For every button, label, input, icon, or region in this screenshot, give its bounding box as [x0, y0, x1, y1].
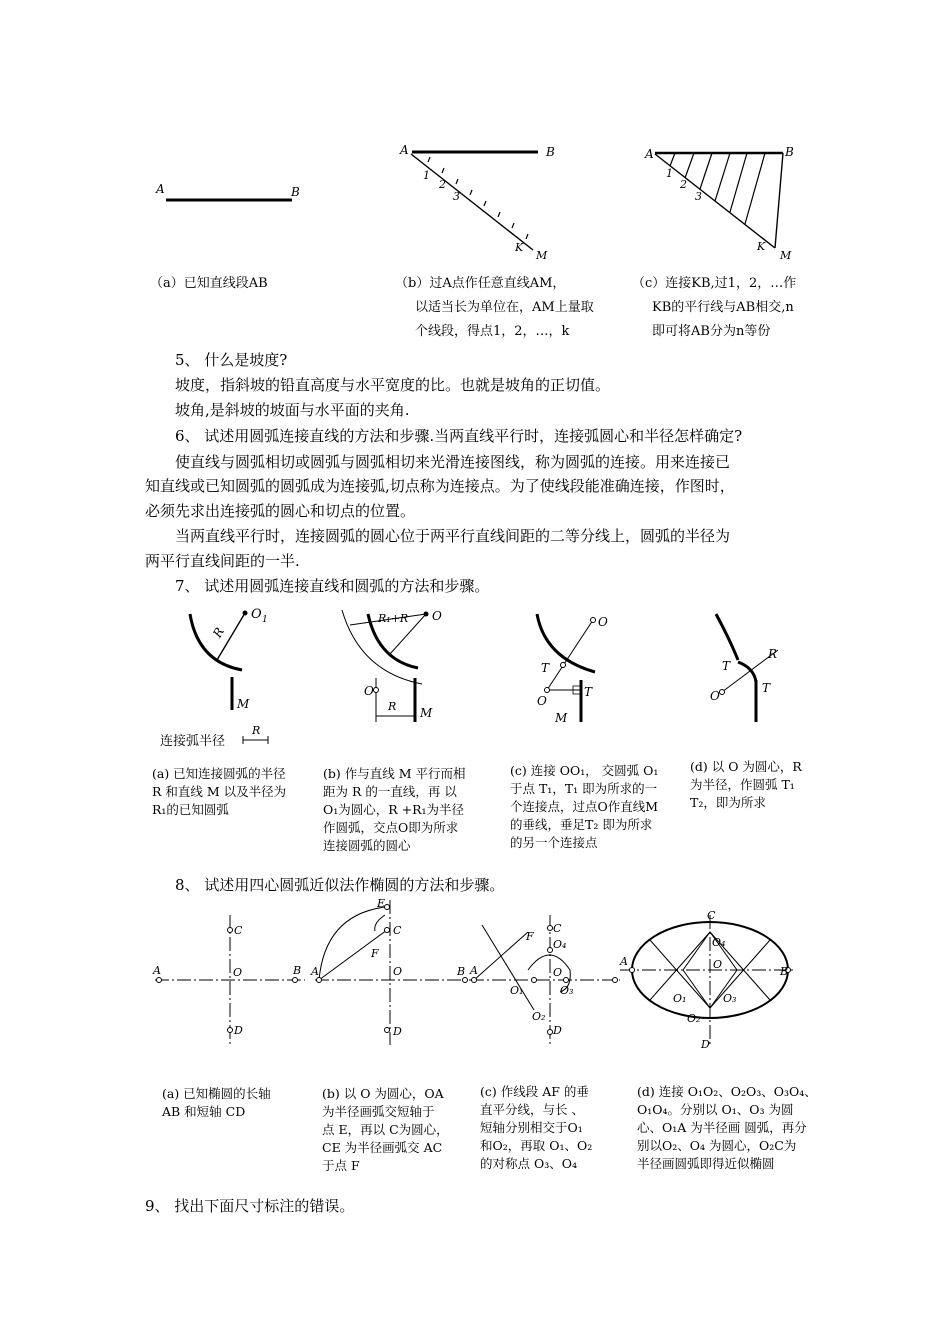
q6-p2-l1: 当两直线平行时，连接圆弧的圆心位于两平行直线间距的二等分线上，圆弧的半径为 [175, 527, 731, 545]
point-m: M [536, 249, 548, 262]
label-b: B [546, 145, 555, 159]
legend-connecting-radius: 连接弧半径 [160, 734, 226, 749]
caption-ellipse-c: (c) 作线段 AF 的垂 直平分线，与长 、 短轴分别相交于O₁ 和O₂，再取 O₁、O₂ 的对称点 O₃、O₄ [480, 1084, 593, 1171]
label-r1: R [210, 625, 227, 640]
svg-text:O: O [553, 966, 563, 979]
svg-text:O₄: O₄ [712, 936, 726, 949]
figure-arc-d [700, 600, 810, 730]
caption-line: 即可将AB分为n等份 [652, 324, 771, 339]
figure-arc-b [320, 600, 470, 730]
label-b: B [291, 185, 300, 199]
label-t1: T [541, 661, 550, 675]
q6-p2-l2: 两平行直线间距的一半. [145, 552, 300, 570]
label-r: R [252, 724, 261, 737]
q7-title: 7、 试述用圆弧连接直线和圆弧的方法和步骤。 [175, 577, 490, 595]
svg-text:D: D [234, 1024, 243, 1037]
svg-text:O₂: O₂ [687, 1012, 701, 1025]
svg-text:D: D [701, 1038, 710, 1050]
label-t1: T [722, 659, 731, 673]
svg-text:A: A [470, 964, 478, 977]
label-m: M [237, 697, 250, 711]
label-m: M [420, 706, 433, 720]
q9-title: 9、 找出下面尺寸标注的错误。 [145, 1197, 355, 1215]
figure-divide-segment-c [640, 138, 810, 268]
caption-line: 个线段，得点1，2，…，k [415, 324, 570, 339]
point-m: M [780, 249, 792, 262]
svg-text:F: F [526, 930, 534, 943]
q5-p2: 坡角,是斜坡的坡面与水平面的夹角. [175, 401, 410, 419]
figure-ellipse-a [145, 910, 315, 1050]
label-a: A [156, 182, 165, 196]
caption-line: KB的平行线与AB相交,n [652, 300, 794, 315]
caption-arc-a: (a) 已知连接圆弧的半径 R 和直线 M 以及半径为 R₁的已知圆弧 [152, 766, 287, 817]
label-t2: T [584, 685, 593, 699]
point-1: 1 [423, 169, 430, 182]
svg-text:D: D [553, 1024, 562, 1037]
q8-title: 8、 试述用四心圆弧近似法作椭圆的方法和步骤。 [175, 876, 505, 894]
q6-p1-l1: 使直线与圆弧相切或圆弧与圆弧相切来光滑连接图线，称为圆弧的连接。用来连接已 [175, 453, 731, 471]
q5-title: 5、 什么是坡度? [175, 351, 288, 369]
svg-text:O₁: O₁ [510, 984, 524, 997]
caption-arc-c: (c) 连接 OO₁， 交圆弧 O₁ 于点 T₁，T₁ 即为所求的一 个连接点，过点O作直线M 的垂线，垂足T₂ 即为所求 的另一个连接点 [510, 763, 659, 850]
label-r: R [388, 700, 397, 713]
caption-arc-b: (b) 作与直线 M 平行而相 距为 R 的一直线，再 以 O₁为圆心，R +R₁为半径 作圆弧，交点O即为所求 连接圆弧的圆心 [323, 766, 466, 853]
svg-text:B: B [780, 965, 789, 978]
figure-divide-segment-a [150, 175, 310, 215]
svg-text:O: O [393, 965, 403, 978]
figure-ellipse-c [460, 910, 625, 1050]
caption-line: （b）过A点作任意直线AM， [395, 276, 566, 291]
svg-text:O₂: O₂ [532, 1010, 546, 1023]
svg-text:B: B [293, 964, 302, 977]
svg-text:A: A [153, 964, 161, 977]
svg-text:C: C [234, 924, 243, 937]
svg-text:D: D [393, 1025, 402, 1038]
figure-ellipse-b [305, 895, 475, 1050]
figure-divide-segment-b [395, 138, 565, 268]
point-1: 1 [666, 167, 673, 180]
label-o1: O [432, 609, 442, 623]
label-o: O [710, 689, 720, 703]
svg-text:O: O [233, 966, 243, 979]
label-o1: O [251, 607, 262, 622]
caption-ellipse-a: (a) 已知椭圆的长轴 AB 和短轴 CD [162, 1086, 271, 1119]
svg-text:A: A [311, 965, 319, 978]
point-2: 2 [680, 178, 687, 191]
svg-text:C: C [707, 910, 716, 922]
caption-divide-b [395, 272, 625, 344]
q5-p1: 坡度，指斜坡的铅直高度与水平宽度的比。也就是坡角的正切值。 [175, 376, 611, 394]
point-k: K [757, 240, 766, 253]
point-3: 3 [695, 190, 702, 203]
svg-text:E: E [377, 897, 386, 910]
svg-text:O₃: O₃ [560, 984, 574, 997]
caption-line: 以适当长为单位在，AM上量取 [415, 300, 594, 315]
label-o: O [537, 694, 547, 708]
svg-text:C: C [553, 922, 562, 935]
caption-arc-d: (d) 以 O 为圆心，R 为半径，作圆弧 T₁ T₂，即为所求 [690, 759, 802, 810]
q6-p1-l3: 必须先求出连接弧的圆心和切点的位置。 [145, 502, 416, 520]
label-a: A [400, 143, 409, 157]
caption-line: （c）连接KB,过1，2，…作 [632, 276, 797, 291]
q6-title: 6、 试述用圆弧连接直线的方法和步骤.当两直线平行时，连接弧圆心和半径怎样确定? [175, 427, 743, 445]
figure-ellipse-d [615, 910, 800, 1050]
svg-text:A: A [620, 955, 628, 968]
svg-text:O₁: O₁ [673, 992, 687, 1005]
svg-text:O₃: O₃ [723, 992, 737, 1005]
label-m: M [555, 711, 568, 725]
label-r: R [768, 647, 778, 661]
label-b: B [785, 145, 794, 159]
svg-text:O: O [713, 958, 723, 971]
q6-p1-l2: 知直线或已知圆弧的圆弧成为连接弧,切点称为连接点。为了使线段能准确连接，作图时， [145, 477, 735, 495]
svg-text:F: F [371, 947, 379, 960]
point-3: 3 [453, 190, 460, 203]
point-2: 2 [439, 178, 446, 191]
svg-text:B: B [457, 965, 466, 978]
svg-text:O₄: O₄ [553, 938, 567, 951]
label-r1-plus-r: R₁+R [378, 612, 409, 625]
svg-text:1: 1 [262, 615, 268, 625]
svg-text:C: C [393, 924, 402, 937]
caption-divide-c [632, 272, 832, 344]
label-o1: O [598, 615, 608, 629]
label-t2: T [762, 681, 771, 695]
caption-divide-a: （a）已知直线段AB [150, 276, 268, 291]
label-a: A [645, 147, 654, 161]
caption-ellipse-b: (b) 以 O 为圆心，OA 为半径画弧交短轴于 点 E，再以 C为圆心， CE 为半径画弧交 AC 于点 F [322, 1086, 449, 1173]
point-k: K [515, 241, 524, 254]
label-o: O [364, 684, 374, 698]
figure-arc-c [525, 600, 645, 730]
figure-arc-a [150, 600, 290, 750]
caption-ellipse-d: (d) 连接 O₁O₂、O₂O₃、O₃O₄、 O₁O₄。分别以 O₁、O₃ 为圆 心、O₁A 为半径画 圆弧，再分 别以O₂、O₄ 为圆心，O₂C为 半径画圆弧即得近似椭圆 [637, 1084, 817, 1171]
